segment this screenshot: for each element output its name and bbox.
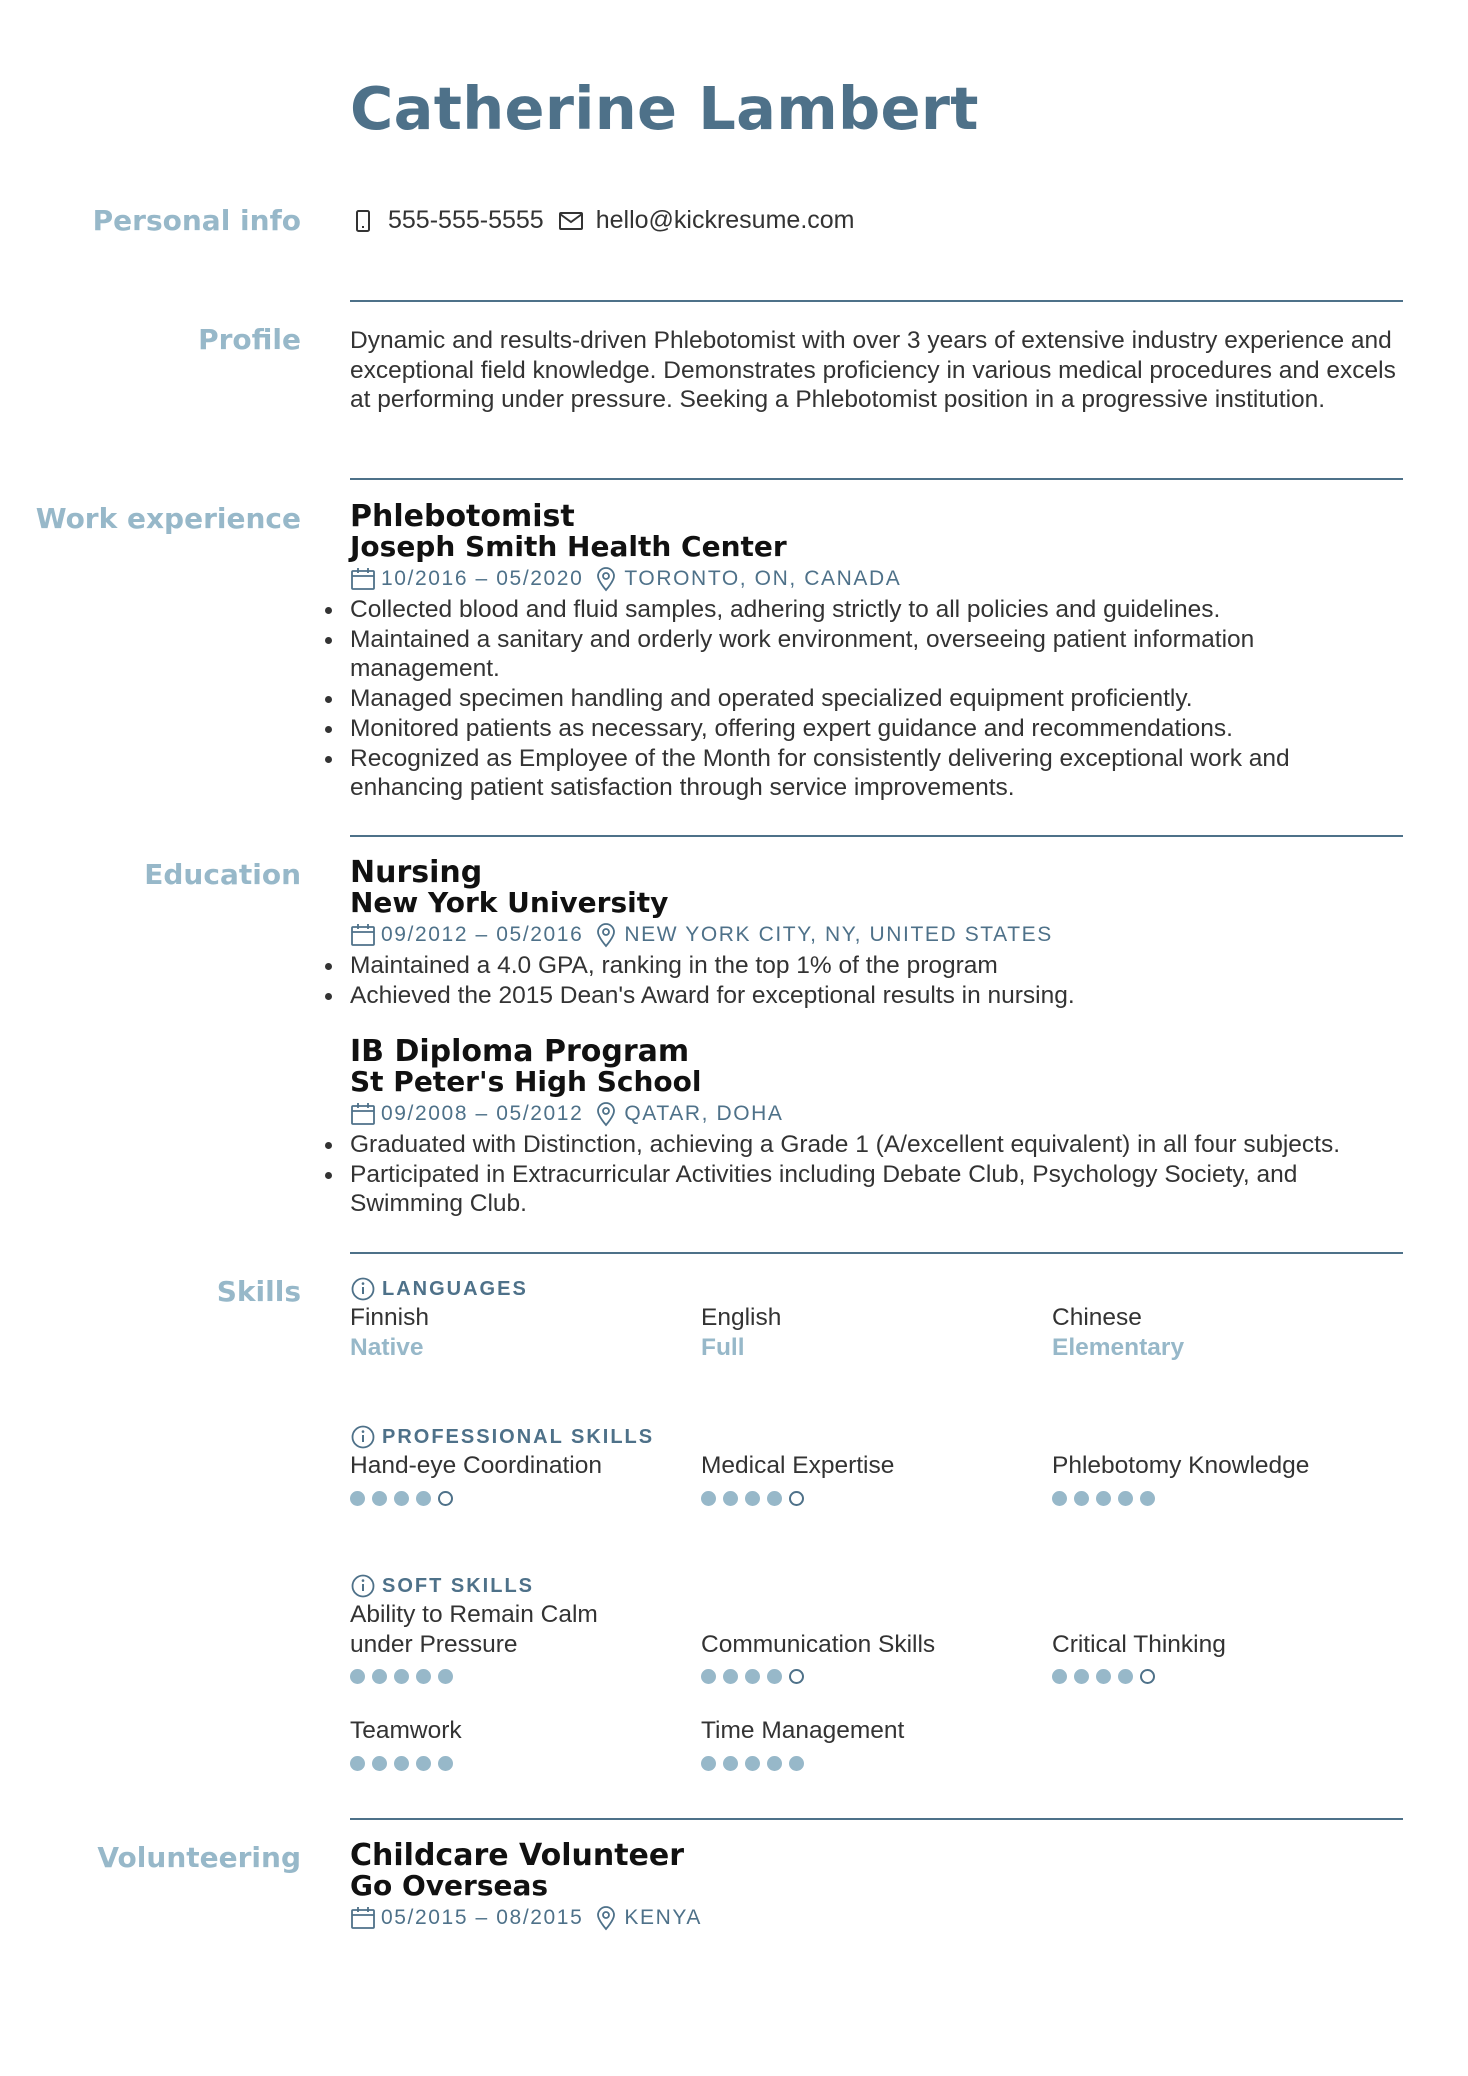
section-label-education: Education (144, 858, 301, 891)
skill-name: Teamwork (350, 1717, 462, 1745)
rating-dot-filled (1096, 1491, 1111, 1506)
rating-dot-filled (1118, 1669, 1133, 1684)
rating-dot-filled (372, 1491, 387, 1506)
languages-group (350, 1275, 1403, 1362)
skill-name: Phlebotomy Knowledge (1052, 1452, 1310, 1479)
info-icon (350, 1424, 376, 1450)
section-label-skills: Skills (216, 1275, 301, 1308)
location-pin-icon (593, 1905, 619, 1931)
rating-dot-filled (1118, 1491, 1133, 1506)
entry-dates: 05/2015 – 08/2015 (381, 1906, 584, 1929)
entry-dates: 09/2008 – 05/2012 (381, 1102, 584, 1125)
professional-skills-heading: PROFESSIONAL SKILLS (382, 1425, 655, 1448)
phone-item (350, 206, 544, 235)
list-item: Maintained a 4.0 GPA, ranking in the top 1% of the program (350, 951, 1403, 981)
entry-location: NEW YORK CITY, NY, UNITED STATES (624, 923, 1053, 946)
skill-name: Critical Thinking (1052, 1630, 1226, 1658)
entry-dates: 10/2016 – 05/2020 (381, 567, 584, 590)
professional-skills-grid (350, 1451, 1403, 1509)
rating-dot-filled (745, 1491, 760, 1506)
rating-dot-filled (701, 1756, 716, 1771)
skill-item (350, 1451, 701, 1509)
soft-skills-heading: SOFT SKILLS (382, 1574, 534, 1597)
rating-dot-filled (394, 1491, 409, 1506)
skill-item (1052, 1630, 1403, 1688)
envelope-icon (558, 208, 584, 234)
list-item: Achieved the 2015 Dean's Award for exceptional results in nursing. (350, 981, 1403, 1011)
rating-dot-filled (701, 1669, 716, 1684)
section-label-volunteering: Volunteering (97, 1841, 301, 1874)
skill-rating (701, 1756, 1052, 1774)
skill-group-heading (350, 1572, 1403, 1600)
bullet-list (350, 1130, 1403, 1219)
soft-skills-grid (350, 1600, 1403, 1774)
degree-title: IB Diploma Program (350, 1034, 690, 1069)
skill-rating (350, 1669, 650, 1687)
rating-dot-filled (767, 1669, 782, 1684)
institution: New York University (350, 886, 669, 919)
rating-dot-filled (1052, 1491, 1067, 1506)
candidate-name: Catherine Lambert (350, 74, 979, 143)
rating-dot-filled (1074, 1491, 1089, 1506)
location-pin-icon (593, 922, 619, 948)
soft-skills-group (350, 1572, 1403, 1774)
calendar-icon (350, 566, 376, 592)
volunteer-org: Go Overseas (350, 1869, 549, 1902)
calendar-icon (350, 1101, 376, 1127)
rating-dot-filled (350, 1491, 365, 1506)
section-label-work-experience: Work experience (35, 502, 301, 535)
skill-rating (350, 1491, 701, 1509)
employer: Joseph Smith Health Center (350, 530, 787, 563)
skill-group-heading (350, 1423, 1403, 1451)
skill-group-heading (350, 1275, 1403, 1303)
rating-dot-filled (350, 1669, 365, 1684)
rating-dot-empty (789, 1491, 804, 1506)
email-item (558, 206, 855, 235)
rating-dot-filled (1140, 1491, 1155, 1506)
rating-dot-filled (767, 1491, 782, 1506)
location-pin-icon (593, 1101, 619, 1127)
entry-location: TORONTO, ON, CANADA (624, 567, 902, 590)
info-icon (350, 1276, 376, 1302)
rating-dot-filled (350, 1756, 365, 1771)
education-entry (350, 855, 1403, 1010)
entry-meta (350, 565, 1403, 593)
entry-location: KENYA (624, 1906, 703, 1929)
rating-dot-filled (745, 1669, 760, 1684)
rating-dot-filled (416, 1669, 431, 1684)
rating-dot-filled (1052, 1669, 1067, 1684)
rating-dot-filled (723, 1669, 738, 1684)
skill-name: Ability to Remain Calm under Pressure (350, 1601, 598, 1658)
divider (350, 835, 1403, 837)
list-item: Graduated with Distinction, achieving a Grade 1 (A/excellent equivalent) in all four subjects. (350, 1130, 1403, 1160)
skill-item (350, 1600, 650, 1687)
rating-dot-empty (1140, 1669, 1155, 1684)
volunteer-title: Childcare Volunteer (350, 1838, 685, 1873)
professional-skills-group (350, 1423, 1403, 1509)
rating-dot-filled (416, 1491, 431, 1506)
rating-dot-filled (1096, 1669, 1111, 1684)
bullet-list (350, 951, 1403, 1010)
rating-dot-empty (438, 1491, 453, 1506)
section-label-profile: Profile (198, 323, 301, 356)
divider (350, 300, 1403, 302)
skill-item (701, 1451, 1052, 1509)
info-icon (350, 1573, 376, 1599)
rating-dot-filled (394, 1756, 409, 1771)
rating-dot-filled (1074, 1669, 1089, 1684)
volunteering-entry (350, 1838, 1403, 1932)
rating-dot-filled (416, 1756, 431, 1771)
language-name: English (701, 1304, 782, 1331)
skill-item (701, 1630, 1052, 1688)
degree-title: Nursing (350, 855, 483, 890)
language-name: Chinese (1052, 1304, 1142, 1331)
divider (350, 478, 1403, 480)
rating-dot-filled (745, 1756, 760, 1771)
rating-dot-filled (789, 1756, 804, 1771)
rating-dot-empty (789, 1669, 804, 1684)
skill-rating (1052, 1491, 1403, 1509)
skill-rating (701, 1491, 1052, 1509)
section-label-personal-info: Personal info (92, 204, 301, 237)
institution: St Peter's High School (350, 1065, 702, 1098)
skill-name: Medical Expertise (701, 1452, 895, 1479)
language-level: Full (701, 1333, 745, 1361)
list-item: Managed specimen handling and operated specialized equipment proficiently. (350, 684, 1403, 714)
list-item: Maintained a sanitary and orderly work environment, overseeing patient information management. (350, 625, 1403, 684)
languages-grid (350, 1303, 1403, 1362)
rating-dot-filled (438, 1669, 453, 1684)
skill-name: Hand-eye Coordination (350, 1452, 602, 1479)
skill-name: Communication Skills (701, 1630, 936, 1658)
list-item: Collected blood and fluid samples, adhering strictly to all policies and guidelines. (350, 595, 1403, 625)
skill-rating (1052, 1669, 1403, 1687)
rating-dot-filled (394, 1669, 409, 1684)
contact-row (350, 206, 1403, 235)
language-item (701, 1303, 1052, 1362)
skill-rating (701, 1669, 1052, 1687)
divider (350, 1252, 1403, 1254)
calendar-icon (350, 922, 376, 948)
bullet-list (350, 595, 1403, 803)
list-item: Monitored patients as necessary, offering expert guidance and recommendations. (350, 714, 1403, 744)
entry-dates: 09/2012 – 05/2016 (381, 923, 584, 946)
skill-item (1052, 1451, 1403, 1509)
languages-heading: LANGUAGES (382, 1277, 528, 1300)
work-entry (350, 499, 1403, 803)
language-level: Elementary (1052, 1333, 1185, 1361)
rating-dot-filled (767, 1756, 782, 1771)
language-level: Native (350, 1333, 424, 1361)
rating-dot-filled (701, 1491, 716, 1506)
language-item (350, 1303, 701, 1362)
location-pin-icon (593, 566, 619, 592)
rating-dot-filled (372, 1756, 387, 1771)
entry-meta (350, 1904, 1403, 1932)
skill-rating (350, 1756, 701, 1774)
rating-dot-filled (438, 1756, 453, 1771)
rating-dot-filled (723, 1491, 738, 1506)
skill-item (350, 1716, 701, 1774)
rating-dot-filled (372, 1669, 387, 1684)
job-title: Phlebotomist (350, 499, 575, 534)
entry-location: QATAR, DOHA (624, 1102, 784, 1125)
entry-meta (350, 921, 1403, 949)
education-entry (350, 1034, 1403, 1219)
language-name: Finnish (350, 1304, 429, 1331)
email-address: hello@kickresume.com (595, 206, 855, 234)
list-item: Participated in Extracurricular Activities including Debate Club, Psychology Society, and Swimming Club. (350, 1160, 1403, 1219)
list-item: Recognized as Employee of the Month for consistently delivering exceptional work and enhancing patient satisfaction through service improvements. (350, 744, 1403, 803)
rating-dot-filled (723, 1756, 738, 1771)
profile-text: Dynamic and results-driven Phlebotomist with over 3 years of extensive industry experience and exceptional field knowledge. Demonstrates proficiency in various medical procedures and excels at performing under pressure. Seeking a Phlebotomist position in a progressive institution. (350, 327, 1396, 414)
calendar-icon (350, 1905, 376, 1931)
language-item (1052, 1303, 1403, 1362)
entry-meta (350, 1100, 1403, 1128)
skill-item (701, 1716, 1052, 1774)
divider (350, 1818, 1403, 1820)
phone-icon (350, 208, 376, 234)
skill-name: Time Management (701, 1717, 905, 1745)
phone-number: 555-555-5555 (388, 206, 544, 234)
